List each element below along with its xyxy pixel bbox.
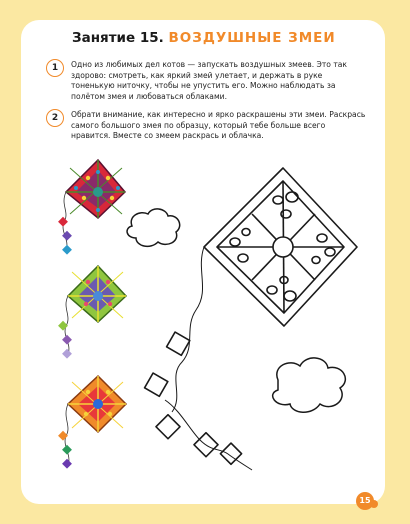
outline-cloud — [127, 209, 180, 246]
task-text: Обрати внимание, как интересно и ярко раскрашены эти змеи. Раскрась самого большого змея по образцу, который тебе больше всего нравится. Вместе со змеем раскрась и облачка. — [71, 110, 366, 140]
outline-cloud — [273, 358, 346, 412]
green-kite-icon — [58, 266, 126, 359]
red-kite-icon — [58, 160, 125, 255]
task-number-badge: 1 — [46, 59, 64, 77]
task-text: Одно из любимых дел котов — запускать воздушных змеев. Это так здорово: смотреть, как яркий змей улетает, и держать в руке тоненькую ниточку, чтобы не упустить его. Можно наблюдать за полётом змея и любоваться облаками. — [71, 60, 347, 101]
lesson-label: Занятие 15. — [72, 30, 164, 46]
task-number-badge: 2 — [46, 109, 64, 127]
orange-kite-icon — [58, 376, 126, 469]
outline-kite — [145, 168, 357, 470]
lesson-topic: ВОЗДУШНЫЕ ЗМЕИ — [168, 30, 336, 46]
page-number-badge: 15 — [356, 492, 374, 510]
